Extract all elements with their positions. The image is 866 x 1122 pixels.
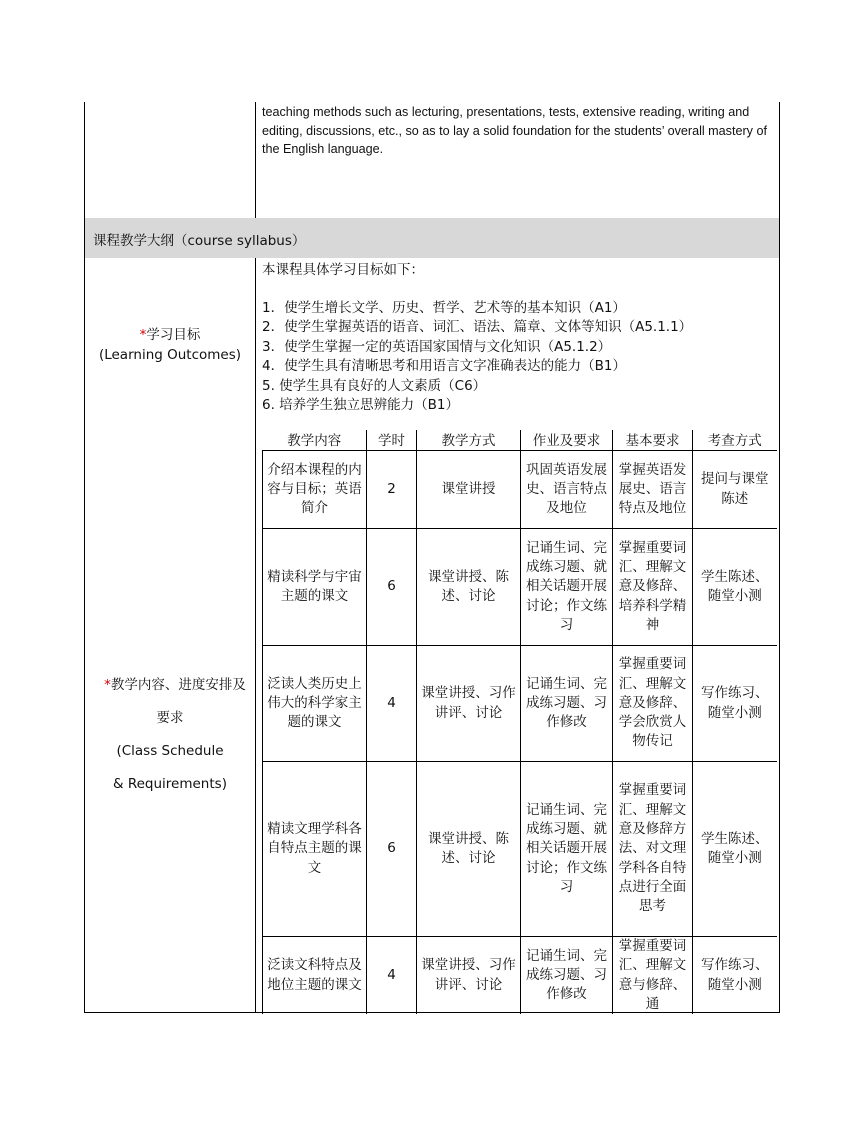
header-content: 教学内容 <box>263 430 367 451</box>
schedule-label-en-1: (Class Schedule <box>116 743 224 759</box>
objective-item: 5. 使学生具有良好的人文素质（C6） <box>262 377 487 394</box>
row-hours: 4 <box>367 646 417 762</box>
row-basic-requirements: 掌握重要词汇、理解文意及修辞、培养科学精神 <box>613 529 693 646</box>
schedule-header-row <box>263 430 777 451</box>
row-method: 课堂讲授 <box>417 451 521 529</box>
row-method: 课堂讲授、习作讲评、讨论 <box>417 646 521 762</box>
row-hours: 6 <box>367 529 417 646</box>
schedule-label-en-2: & Requirements) <box>113 776 227 792</box>
learning-objectives <box>262 260 777 415</box>
row-hours: 4 <box>367 937 417 1015</box>
row-homework: 记诵生词、完成练习题、习作修改 <box>521 646 613 762</box>
objective-item: 6. 培养学生独立思辨能力（B1） <box>262 397 460 414</box>
objective-item: 4．使学生具有清晰思考和用语言文字准确表达的能力（B1） <box>262 358 626 375</box>
row-basic-requirements: 掌握英语发展史、语言特点及地位 <box>613 451 693 529</box>
table-row <box>263 529 777 646</box>
objective-item: 2．使学生掌握英语的语音、词汇、语法、篇章、文体等知识（A5.1.1） <box>262 319 693 336</box>
row-hours: 6 <box>367 762 417 937</box>
row-homework: 记诵生词、完成练习题、就相关话题开展讨论；作文练习 <box>521 762 613 937</box>
row-content: 泛读文科特点及地位主题的课文 <box>263 937 367 1015</box>
outcomes-label-en: (Learning Outcomes) <box>98 347 242 363</box>
column-divider-bottom <box>255 258 256 1013</box>
row-content: 精读科学与宇宙主题的课文 <box>263 529 367 646</box>
header-hours: 学时 <box>367 430 417 451</box>
table-row <box>263 451 777 529</box>
objective-item: 1．使学生增长文学、历史、哲学、艺术等的基本知识（A1） <box>262 300 626 316</box>
row-basic-requirements: 掌握重要词汇、理解文意及修辞、学会欣赏人物传记 <box>613 646 693 762</box>
row-content: 介绍本课程的内容与目标；英语简介 <box>263 451 367 529</box>
row-homework: 记诵生词、完成练习题、就相关话题开展讨论；作文练习 <box>521 529 613 646</box>
section-header <box>85 218 779 258</box>
schedule-label-zh-2: 要求 <box>156 710 184 726</box>
row-content: 精读文理学科各自特点主题的课文 <box>263 762 367 937</box>
required-asterisk: * <box>139 327 147 343</box>
column-divider-top <box>255 102 256 218</box>
row-assessment: 提问与课堂陈述 <box>693 451 777 529</box>
row-assessment: 学生陈述、随堂小测 <box>693 762 777 937</box>
table-row <box>263 646 777 762</box>
header-homework: 作业及要求 <box>521 430 613 451</box>
class-schedule-label <box>86 669 254 801</box>
table-row <box>263 762 777 937</box>
row-homework: 记诵生词、完成练习题、习作修改 <box>521 937 613 1015</box>
required-asterisk: * <box>104 677 111 693</box>
schedule-table <box>262 430 777 1014</box>
row-content: 泛读人类历史上伟大的科学家主题的课文 <box>263 646 367 762</box>
row-assessment: 写作练习、随堂小测 <box>693 937 777 1015</box>
row-method: 课堂讲授、习作讲评、讨论 <box>417 937 521 1015</box>
header-assessment: 考查方式 <box>693 430 777 451</box>
intro-paragraph: teaching methods such as lecturing, presentations, tests, extensive reading, writing and editing, discussions, etc., so as to lay a solid foundation for the students’ overall mastery of the English language. <box>262 105 767 156</box>
outcomes-label-zh: 学习目标 <box>146 327 201 343</box>
table-row <box>263 937 777 1015</box>
row-assessment: 学生陈述、随堂小测 <box>693 529 777 646</box>
row-homework: 巩固英语发展史、语言特点及地位 <box>521 451 613 529</box>
objectives-list <box>262 299 777 415</box>
row-method: 课堂讲授、陈述、讨论 <box>417 529 521 646</box>
row-basic-requirements: 掌握重要词汇、理解文意与修辞、通 <box>613 937 693 1015</box>
objective-item: 3．使学生掌握一定的英语国家国情与文化知识（A5.1.2） <box>262 338 612 355</box>
learning-outcomes-label <box>86 325 254 365</box>
row-method: 课堂讲授、陈述、讨论 <box>417 762 521 937</box>
row-hours: 2 <box>367 451 417 529</box>
row-assessment: 写作练习、随堂小测 <box>693 646 777 762</box>
header-basic-requirements: 基本要求 <box>613 430 693 451</box>
header-method: 教学方式 <box>417 430 521 451</box>
row-basic-requirements: 掌握重要词汇、理解文意及修辞方法、对文理学科各自特点进行全面思考 <box>613 762 693 937</box>
objectives-lead: 本课程具体学习目标如下： <box>262 262 424 278</box>
schedule-label-zh-1: 教学内容、进度安排及 <box>110 677 246 693</box>
section-title: 课程教学大纲（course syllabus） <box>93 233 306 249</box>
